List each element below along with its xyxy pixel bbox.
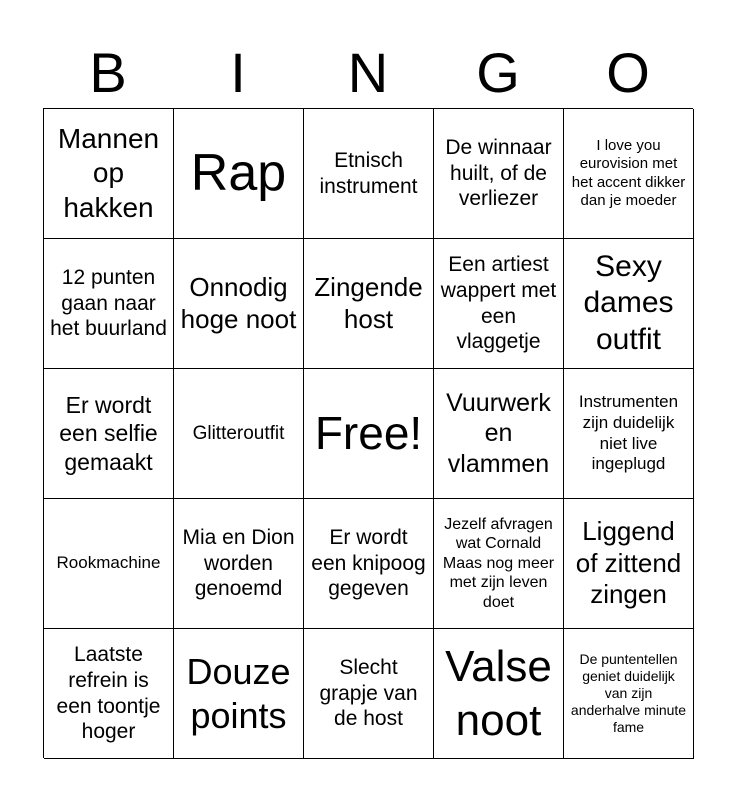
bingo-cell-text: Liggend of zittend zingen — [575, 515, 682, 610]
header-letter-o: O — [606, 41, 650, 104]
bingo-cell-text: Laatste refrein is een toontje hoger — [56, 643, 161, 744]
bingo-cell-text: Rookmachine — [56, 553, 161, 573]
bingo-cell[interactable] — [304, 629, 434, 759]
bingo-cell[interactable] — [44, 499, 174, 629]
bingo-cell-text: Slecht grapje van de host — [319, 656, 418, 731]
bingo-cell[interactable] — [434, 369, 564, 499]
bingo-cell[interactable] — [174, 499, 304, 629]
bingo-cell-text: I love you eurovision met het accent dikker dan je moeder — [571, 136, 686, 209]
header-letter-n: N — [347, 41, 389, 104]
bingo-cell-text: Jezelf afvragen wat Cornald Maas nog meer met zijn leven doet — [442, 515, 555, 611]
bingo-cell[interactable] — [304, 369, 434, 499]
bingo-cell-text: Glitteroutfit — [192, 422, 285, 444]
bingo-cell-text: Free! — [314, 407, 423, 460]
bingo-cell[interactable] — [44, 239, 174, 369]
bingo-cell-text: Etnisch instrument — [319, 148, 418, 198]
bingo-cell[interactable] — [304, 109, 434, 239]
bingo-cell[interactable] — [434, 499, 564, 629]
bingo-cell-text: Douze points — [186, 650, 291, 736]
bingo-cell-text: Rap — [190, 143, 287, 202]
bingo-cell[interactable] — [44, 109, 174, 239]
bingo-cell[interactable] — [174, 629, 304, 759]
bingo-cell[interactable] — [44, 629, 174, 759]
bingo-cell-text: 12 punten gaan naar het buurland — [50, 266, 167, 341]
bingo-cell-text: Vuurwerk en vlammen — [446, 388, 551, 478]
bingo-cell[interactable] — [44, 369, 174, 499]
bingo-cell-text: Instrumenten zijn duidelijk niet live ingeplugd — [578, 392, 679, 474]
bingo-cell[interactable] — [564, 499, 694, 629]
bingo-cell-text: Er wordt een selfie gemaakt — [59, 392, 158, 475]
bingo-cell-text: Een artiest wappert met een vlaggetje — [440, 253, 557, 354]
bingo-cell-text: Valse noot — [445, 641, 552, 745]
bingo-cell[interactable] — [434, 629, 564, 759]
bingo-cell[interactable] — [174, 369, 304, 499]
bingo-cell[interactable] — [434, 109, 564, 239]
bingo-cell[interactable] — [304, 499, 434, 629]
bingo-cell-text: Onnodig hoge noot — [180, 271, 297, 334]
bingo-cell-text: Zingende host — [314, 271, 423, 334]
bingo-cell[interactable] — [564, 629, 694, 759]
bingo-cell-text: Er wordt een knipoog gegeven — [311, 526, 426, 601]
bingo-cell-text: Mannen op hakken — [57, 123, 160, 223]
bingo-grid — [43, 108, 693, 758]
header-letter-b: B — [89, 41, 127, 104]
bingo-cell[interactable] — [564, 239, 694, 369]
bingo-cell[interactable] — [564, 369, 694, 499]
bingo-cell[interactable] — [434, 239, 564, 369]
bingo-cell[interactable] — [174, 239, 304, 369]
bingo-cell-text: De puntentellen geniet duidelijk van zijn anderhalve minute fame — [570, 650, 687, 736]
bingo-cell-text: De winnaar huilt, of de verliezer — [445, 136, 552, 211]
header-letter-g: G — [476, 41, 520, 104]
bingo-header — [43, 38, 693, 108]
header-letter-i: I — [230, 41, 246, 104]
bingo-cell[interactable] — [304, 239, 434, 369]
bingo-cell-text: Mia en Dion worden genoemd — [182, 526, 295, 601]
bingo-cell-text: Sexy dames outfit — [583, 249, 674, 356]
bingo-cell[interactable] — [174, 109, 304, 239]
bingo-cell[interactable] — [564, 109, 694, 239]
